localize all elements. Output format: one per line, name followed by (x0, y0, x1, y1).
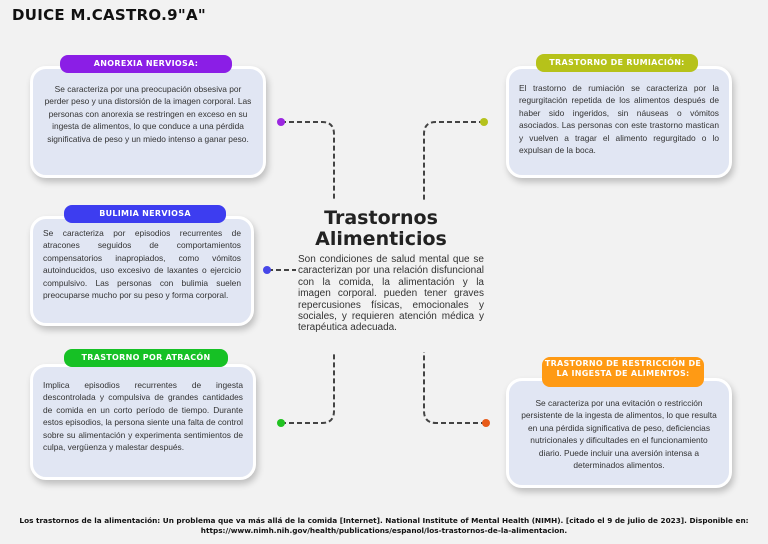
pill-atracon: TRASTORNO POR ATRACÓN (64, 349, 228, 367)
card-bulimia-text: Se caracteriza por episodios recurrentes de atracones seguidos de comportamientos compensatorios inapropiados, como vómitos autoinducidos, uso excesivo de laxantes o ejercicio compulsivo. Las personas con bulimia suelen preocuparse mucho por su peso y forma corporal. (43, 228, 241, 301)
pill-rumiacion: TRASTORNO DE RUMIACIÓN: (536, 54, 698, 72)
card-rumiacion-text: El trastorno de rumiación se caracteriza por la regurgitación repetida de los alimentos después de haber sido ingeridos, sin náuseas o vómitos asociados. Las personas con este trastorno mastican y vuelven a tragar el alimento regurgitado o lo expulsan de la boca. (519, 83, 719, 156)
card-anorexia (30, 66, 266, 178)
card-restriccion (506, 378, 732, 488)
central-title: Trastornos Alimenticios (315, 207, 447, 250)
reference-citation: Los trastornos de la alimentación: Un problema que va más allá de la comida [Internet]. National Institute of Mental Health (NIMH). [citado el 9 de julio de 2023]. Disponible en: https://www.nimh.nih.gov/health/publications/espanol/los-trastornos-de-la-alimentacion. (19, 516, 749, 535)
central-description: Son condiciones de salud mental que se caracterizan por una relación disfuncional con la comida, la alimentación y la imagen corporal. pueden tener graves repercusiones físicas, emocionales y sociales, y requieren atención médica y terapéutica adecuada. (298, 254, 484, 334)
dot-bulimia (263, 266, 271, 274)
dot-atracon (277, 419, 285, 427)
card-bulimia (30, 216, 254, 326)
pill-anorexia: ANOREXIA NERVIOSA: (60, 55, 232, 73)
author-name: DUICE M.CASTRO.9"A" (12, 6, 207, 24)
connector-anorexia (281, 122, 334, 200)
dot-rumiacion (480, 118, 488, 126)
dot-anorexia (277, 118, 285, 126)
pill-bulimia: BULIMIA NERVIOSA (64, 205, 226, 223)
connector-rumiacion (424, 122, 484, 200)
card-restriccion-text: Se caracteriza por una evitación o restricción persistente de la ingesta de alimentos, lo que resulta en una pérdida significativa de peso, deficiencias nutricionales y dificultades en el funcionamiento diario. Puede incluir una aversión intensa a determinados alimentos. (521, 398, 717, 471)
card-atracon-text: Implica episodios recurrentes de ingesta descontrolada y compulsiva de grandes cantidades de comida en un corto período de tiempo. Durante estos episodios, la persona siente una falta de control sobre su alimentación y experimenta sentimientos de culpa, vergüenza y malestar después. (43, 380, 243, 453)
connector-atracon (281, 352, 334, 423)
card-atracon (30, 364, 256, 480)
card-anorexia-text: Se caracteriza por una preocupación obsesiva por perder peso y una distorsión de la imagen corporal. Las personas con anorexia se restringen en exceso en su ingesta de alimentos, lo que conduce a una pérdida significativa de peso y un miedo intenso a ganar peso. (44, 84, 252, 144)
connector-restriccion (424, 352, 486, 423)
pill-restriccion: TRASTORNO DE RESTRICCIÓN DE LA INGESTA DE ALIMENTOS: (542, 357, 704, 387)
card-rumiacion (506, 66, 732, 178)
dot-restriccion (482, 419, 490, 427)
